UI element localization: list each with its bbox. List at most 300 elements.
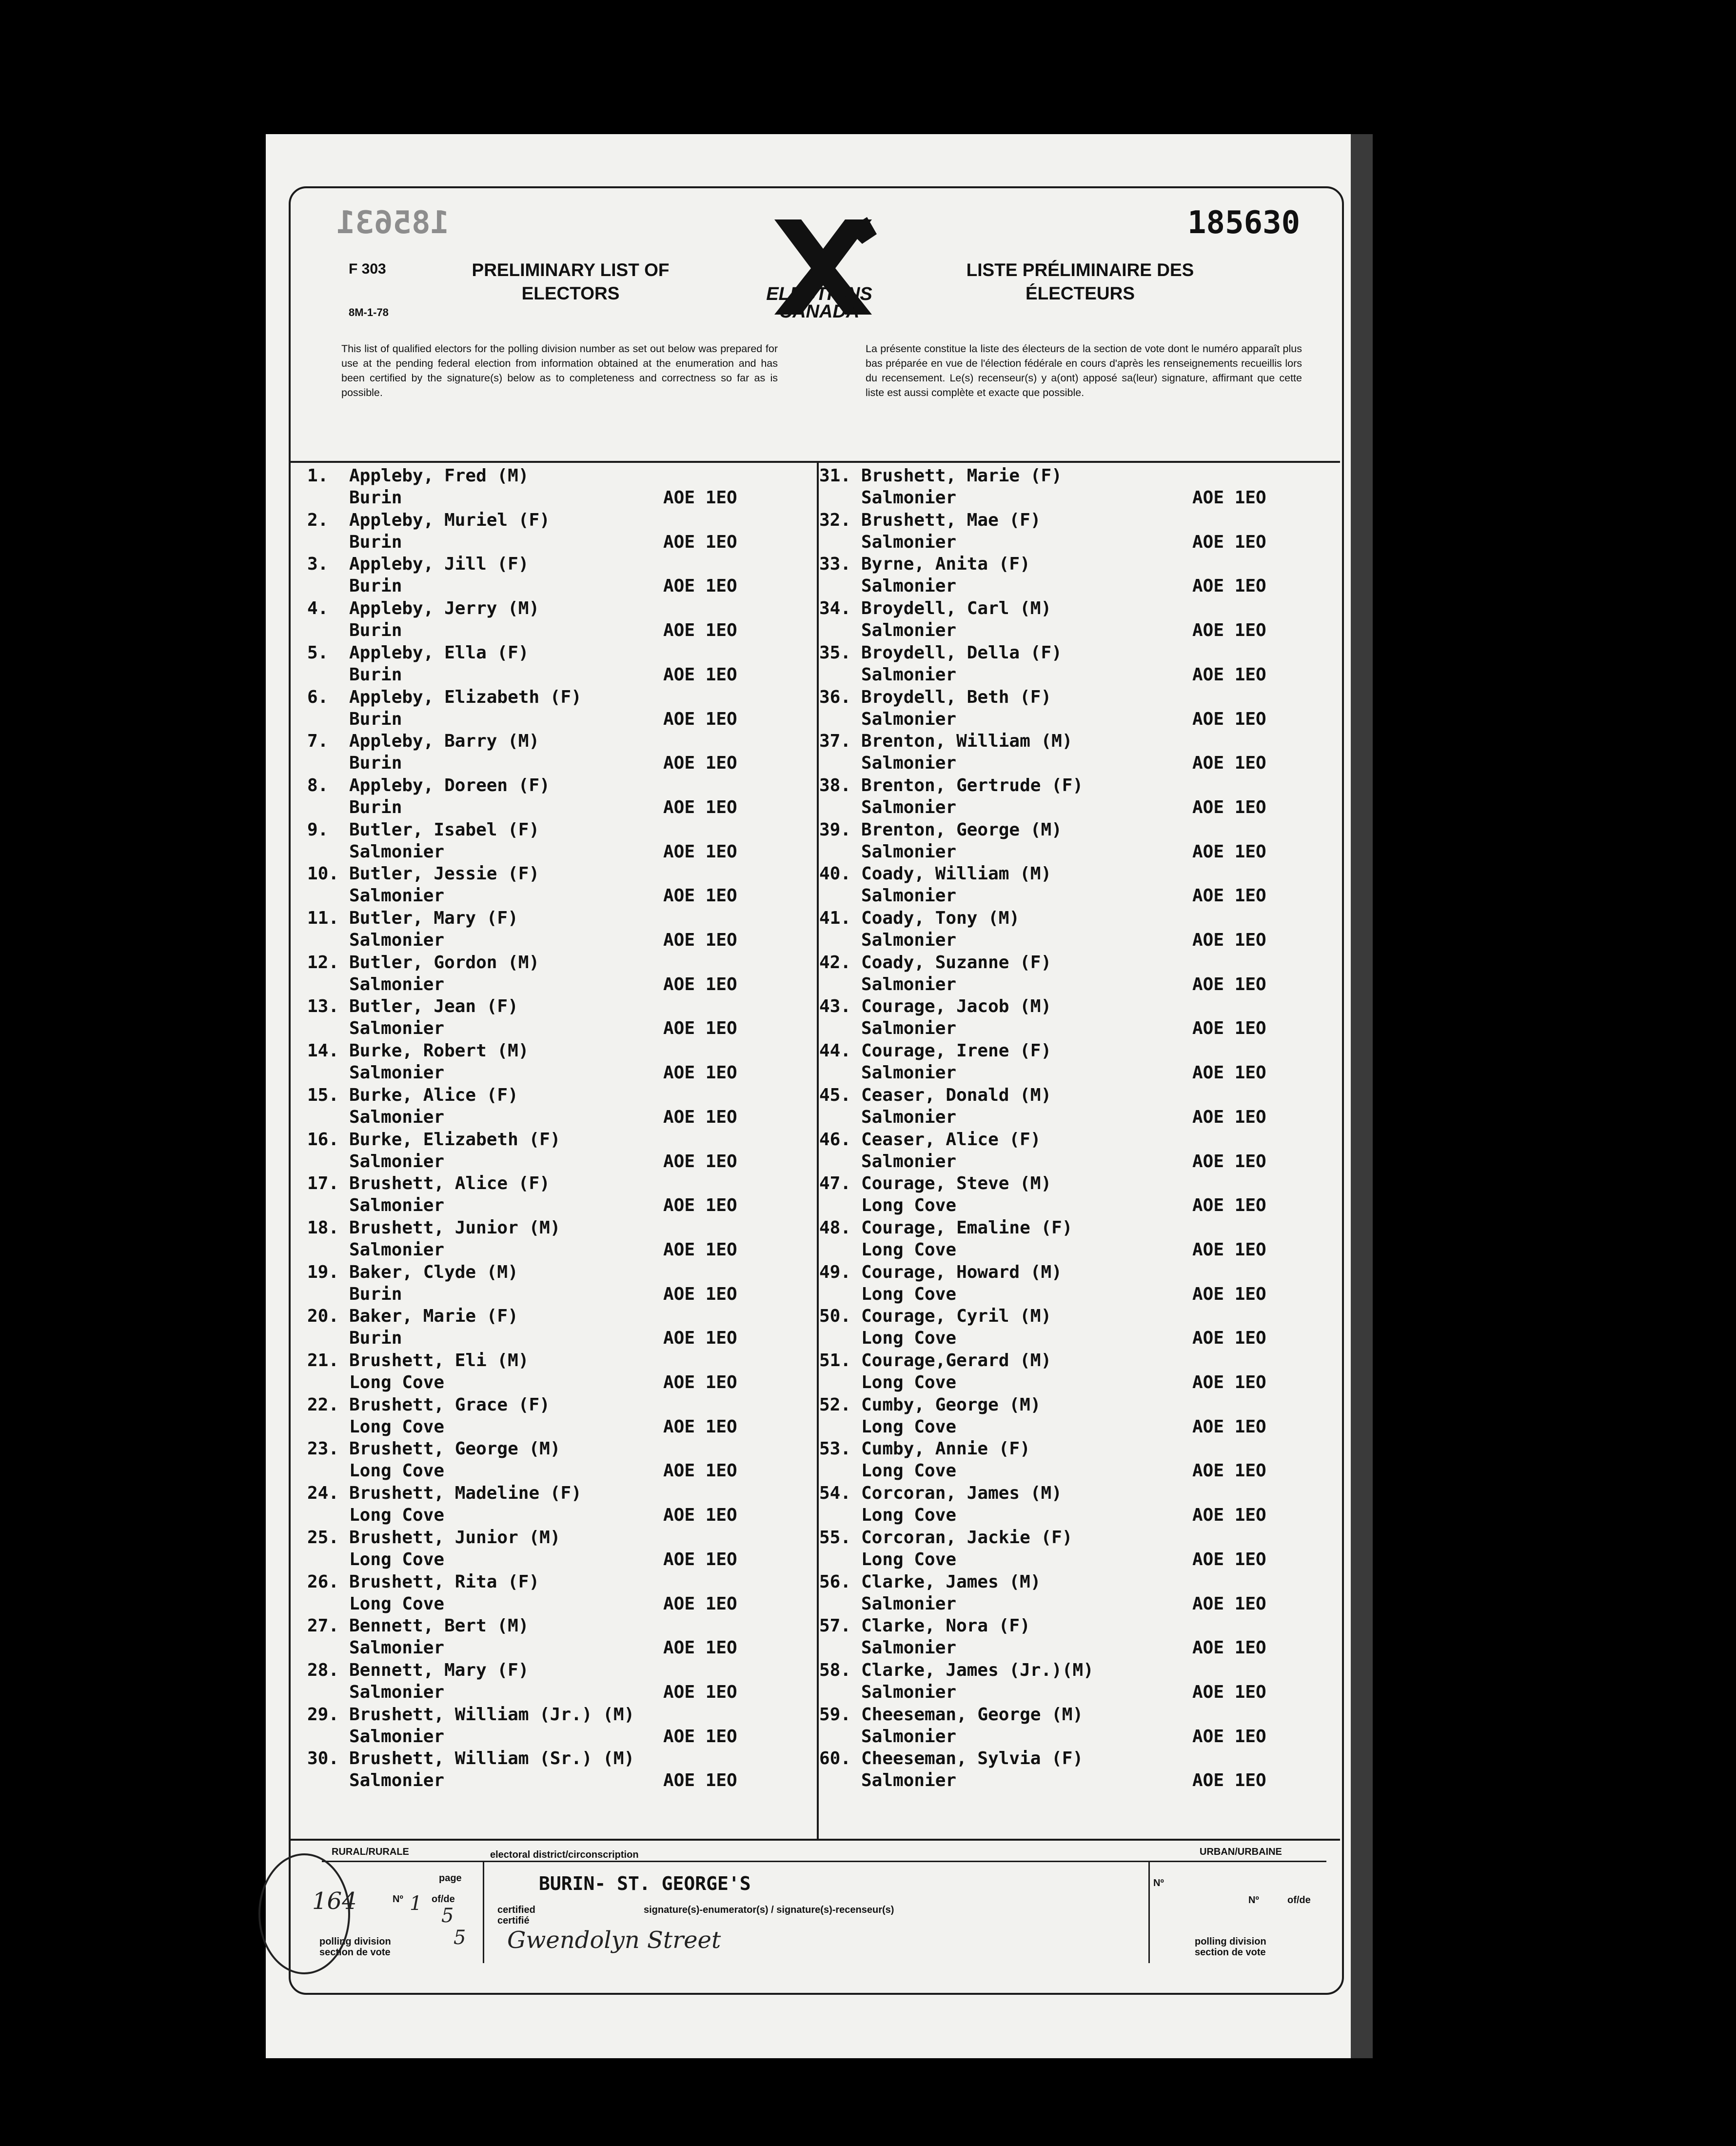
- elector-name: Brushett, Alice (F): [349, 1173, 550, 1194]
- elector-name: Cheeseman, Sylvia (F): [861, 1749, 1084, 1769]
- elector-number: 55.: [819, 1527, 851, 1548]
- elector-postal-code: AOE 1EO: [663, 1063, 737, 1083]
- elector-locality: Long Cove: [861, 1372, 957, 1392]
- elector-entry: [819, 1528, 1326, 1571]
- elector-entry: [307, 1130, 814, 1173]
- elector-entry: [819, 1705, 1326, 1749]
- elector-number: 25.: [307, 1527, 339, 1548]
- elector-number: 47.: [819, 1173, 851, 1194]
- elector-name: Brushett, Eli (M): [349, 1351, 529, 1371]
- elector-name: Butler, Jessie (F): [349, 864, 540, 884]
- certified-label: certified certifié: [497, 1905, 535, 1926]
- elector-postal-code: AOE 1EO: [663, 1328, 737, 1349]
- elector-number: 49.: [819, 1262, 851, 1282]
- elector-postal-code: AOE 1EO: [663, 532, 737, 552]
- elector-name: Butler, Mary (F): [349, 908, 518, 928]
- scan-edge-shadow: [1351, 134, 1373, 2058]
- logo-word-1: ELECTIONS: [766, 284, 872, 304]
- elector-entry: [307, 731, 814, 775]
- elector-entry: [307, 1660, 814, 1704]
- elector-entry: [307, 510, 814, 554]
- elector-postal-code: AOE 1EO: [663, 1284, 737, 1304]
- elector-locality: Salmonier: [861, 1063, 957, 1083]
- elector-entry: [819, 1395, 1326, 1439]
- elector-number: 40.: [819, 864, 851, 884]
- elector-name: Baker, Marie (F): [349, 1306, 518, 1327]
- elector-entry: [307, 1262, 814, 1306]
- elector-name: Appleby, Elizabeth (F): [349, 687, 582, 707]
- district-label: electoral district/circonscription: [490, 1849, 639, 1860]
- elector-locality: Salmonier: [349, 1239, 445, 1260]
- elector-entry: [307, 1395, 814, 1439]
- elector-locality: Salmonier: [861, 1151, 957, 1172]
- polling-division-value: 5: [454, 1927, 466, 1949]
- title-english: [444, 258, 697, 305]
- elector-entry: [307, 996, 814, 1040]
- title-french-line-2: ÉLECTEURS: [1025, 283, 1135, 303]
- elector-name: Corcoran, Jackie (F): [861, 1527, 1073, 1548]
- elector-locality: Salmonier: [861, 576, 957, 596]
- elector-number: 56.: [819, 1571, 851, 1592]
- elector-locality: Salmonier: [349, 1726, 445, 1747]
- elections-canada-wordmark: [746, 285, 892, 320]
- elector-name: Appleby, Jill (F): [349, 554, 529, 575]
- elector-entry: [307, 1616, 814, 1660]
- elector-name: Brenton, George (M): [861, 819, 1062, 840]
- elector-locality: Salmonier: [861, 930, 957, 950]
- elector-postal-code: AOE 1EO: [1192, 709, 1266, 729]
- elector-postal-code: AOE 1EO: [1192, 1682, 1266, 1702]
- elector-postal-code: AOE 1EO: [1192, 753, 1266, 774]
- elector-locality: Salmonier: [861, 664, 957, 685]
- elector-number: 27.: [307, 1616, 339, 1636]
- title-english-line-2: ELECTORS: [521, 283, 620, 303]
- title-french: [944, 258, 1217, 305]
- elector-entry: [819, 687, 1326, 731]
- elector-number: 59.: [819, 1704, 851, 1725]
- elector-postal-code: AOE 1EO: [663, 753, 737, 774]
- elector-number: 6.: [307, 687, 329, 707]
- elector-postal-code: AOE 1EO: [663, 1549, 737, 1570]
- elector-postal-code: AOE 1EO: [663, 664, 737, 685]
- elector-entry: [819, 1130, 1326, 1173]
- elector-entry: [819, 820, 1326, 864]
- footer-rule: [322, 1861, 1326, 1862]
- elector-entry: [307, 1218, 814, 1262]
- elector-postal-code: AOE 1EO: [1192, 1018, 1266, 1039]
- elector-number: 1.: [307, 466, 329, 486]
- elector-number: 5.: [307, 642, 329, 663]
- elector-number: 30.: [307, 1749, 339, 1769]
- elector-postal-code: AOE 1EO: [1192, 1770, 1266, 1791]
- elector-number: 34.: [819, 598, 851, 619]
- elector-name: Cumby, Annie (F): [861, 1439, 1030, 1459]
- elector-locality: Burin: [349, 488, 402, 508]
- elector-locality: Salmonier: [349, 841, 445, 862]
- elector-name: Ceaser, Donald (M): [861, 1085, 1052, 1105]
- of-label: of/de: [432, 1894, 455, 1905]
- elector-postal-code: AOE 1EO: [1192, 1593, 1266, 1614]
- elector-entry: [819, 554, 1326, 598]
- table-bottom-rule: [291, 1839, 1340, 1841]
- elector-locality: Salmonier: [349, 1770, 445, 1791]
- elector-number: 46.: [819, 1129, 851, 1150]
- elector-name: Brenton, Gertrude (F): [861, 775, 1084, 795]
- elector-number: 20.: [307, 1306, 339, 1327]
- elector-locality: Salmonier: [861, 797, 957, 817]
- elector-name: Appleby, Doreen (F): [349, 775, 550, 795]
- elector-number: 26.: [307, 1571, 339, 1592]
- elector-locality: Burin: [349, 532, 402, 552]
- elector-name: Butler, Gordon (M): [349, 952, 540, 973]
- elector-postal-code: AOE 1EO: [1192, 841, 1266, 862]
- elector-postal-code: AOE 1EO: [1192, 620, 1266, 641]
- elector-number: 15.: [307, 1085, 339, 1105]
- page-label: page: [439, 1873, 462, 1884]
- elector-postal-code: AOE 1EO: [663, 1195, 737, 1216]
- elector-entry: [307, 820, 814, 864]
- elector-number: 41.: [819, 908, 851, 928]
- elector-name: Brushett, Junior (M): [349, 1217, 561, 1238]
- elector-name: Brushett, Grace (F): [349, 1394, 550, 1415]
- elector-postal-code: AOE 1EO: [1192, 1151, 1266, 1172]
- elector-number: 44.: [819, 1041, 851, 1061]
- elector-postal-code: AOE 1EO: [1192, 886, 1266, 906]
- elector-locality: Burin: [349, 1328, 402, 1349]
- elector-postal-code: AOE 1EO: [663, 1461, 737, 1481]
- elector-locality: Long Cove: [349, 1372, 445, 1392]
- elector-entry: [819, 953, 1326, 996]
- elector-locality: Salmonier: [861, 709, 957, 729]
- elector-locality: Salmonier: [349, 1018, 445, 1039]
- elector-name: Bennett, Bert (M): [349, 1616, 529, 1636]
- elector-locality: Long Cove: [861, 1461, 957, 1481]
- elector-number: 36.: [819, 687, 851, 707]
- elector-postal-code: AOE 1EO: [1192, 930, 1266, 950]
- elector-name: Brushett, Madeline (F): [349, 1483, 582, 1504]
- elector-postal-code: AOE 1EO: [1192, 1416, 1266, 1437]
- elector-number: 14.: [307, 1041, 339, 1061]
- elector-locality: Salmonier: [861, 1770, 957, 1791]
- elector-postal-code: AOE 1EO: [663, 1416, 737, 1437]
- elector-number: 24.: [307, 1483, 339, 1504]
- elector-number: 19.: [307, 1262, 339, 1282]
- elector-number: 32.: [819, 510, 851, 530]
- elector-locality: Salmonier: [349, 1107, 445, 1127]
- elector-number: 53.: [819, 1439, 851, 1459]
- elector-entry: [819, 908, 1326, 952]
- elector-number: 48.: [819, 1217, 851, 1238]
- elector-postal-code: AOE 1EO: [663, 930, 737, 950]
- elector-number: 28.: [307, 1660, 339, 1680]
- elector-entry: [819, 1439, 1326, 1483]
- elector-name: Courage, Jacob (M): [861, 996, 1052, 1017]
- elector-name: Baker, Clyde (M): [349, 1262, 518, 1282]
- elector-name: Butler, Jean (F): [349, 996, 518, 1017]
- elector-locality: Salmonier: [349, 974, 445, 994]
- elector-locality: Long Cove: [861, 1505, 957, 1526]
- elector-number: 4.: [307, 598, 329, 619]
- elector-entry: [819, 1306, 1326, 1350]
- elector-number: 51.: [819, 1351, 851, 1371]
- elector-entry: [819, 731, 1326, 775]
- elector-postal-code: AOE 1EO: [663, 1770, 737, 1791]
- column-divider: [817, 463, 819, 1841]
- urban-label: URBAN/URBAINE: [1200, 1847, 1282, 1857]
- urban-no-label: Nº: [1153, 1878, 1164, 1888]
- elector-entry: [819, 1749, 1326, 1792]
- elector-name: Brenton, William (M): [861, 731, 1073, 752]
- elector-postal-code: AOE 1EO: [1192, 664, 1266, 685]
- elector-name: Appleby, Barry (M): [349, 731, 540, 752]
- of-value: 5: [441, 1905, 454, 1927]
- enumerator-signature: Gwendolyn Street: [507, 1927, 721, 1954]
- elector-entry: [819, 1041, 1326, 1085]
- elector-name: Broydell, Beth (F): [861, 687, 1052, 707]
- elector-locality: Salmonier: [861, 1593, 957, 1614]
- elector-number: 17.: [307, 1173, 339, 1194]
- elector-entry: [307, 643, 814, 687]
- elector-locality: Burin: [349, 709, 402, 729]
- elector-postal-code: AOE 1EO: [1192, 1461, 1266, 1481]
- elector-entry: [307, 1439, 814, 1483]
- elector-name: Courage, Emaline (F): [861, 1217, 1073, 1238]
- elector-number: 8.: [307, 775, 329, 795]
- elector-number: 50.: [819, 1306, 851, 1327]
- elector-name: Brushett, William (Sr.) (M): [349, 1749, 635, 1769]
- elector-postal-code: AOE 1EO: [663, 1372, 737, 1392]
- form-number: F 303: [349, 261, 386, 277]
- elector-locality: Salmonier: [349, 886, 445, 906]
- elector-locality: Burin: [349, 664, 402, 685]
- elector-number: 60.: [819, 1749, 851, 1769]
- elector-entry: [307, 1528, 814, 1571]
- elector-number: 21.: [307, 1351, 339, 1371]
- elector-postal-code: AOE 1EO: [663, 974, 737, 994]
- elector-name: Butler, Isabel (F): [349, 819, 540, 840]
- elector-postal-code: AOE 1EO: [663, 1638, 737, 1658]
- elector-entry: [819, 643, 1326, 687]
- elector-name: Courage, Howard (M): [861, 1262, 1062, 1282]
- elector-locality: Salmonier: [861, 532, 957, 552]
- intro-french: La présente constitue la liste des électeurs de la section de vote dont le numéro apparaît plus bas préparée en vue de l'élection fédérale en cours d'après les renseignements recueillis lors du recensement. Le(s) recenseur(s) y a(ont) apposé sa(leur) signature, affirmant que cette liste est aussi complète et exacte que possible.: [866, 343, 1302, 398]
- elector-locality: Salmonier: [861, 620, 957, 641]
- elector-name: Brushett, Marie (F): [861, 466, 1062, 486]
- elector-name: Brushett, George (M): [349, 1439, 561, 1459]
- elector-locality: Salmonier: [349, 1195, 445, 1216]
- elector-postal-code: AOE 1EO: [663, 1726, 737, 1747]
- elector-number: 18.: [307, 1217, 339, 1238]
- elector-entry: [819, 1351, 1326, 1394]
- elector-postal-code: AOE 1EO: [1192, 797, 1266, 817]
- elector-locality: Burin: [349, 576, 402, 596]
- elector-postal-code: AOE 1EO: [1192, 488, 1266, 508]
- elector-entry: [819, 1085, 1326, 1129]
- elector-number: 22.: [307, 1394, 339, 1415]
- elector-locality: Salmonier: [349, 1151, 445, 1172]
- elector-number: 9.: [307, 819, 329, 840]
- elector-name: Coady, William (M): [861, 864, 1052, 884]
- elector-number: 45.: [819, 1085, 851, 1105]
- elector-number: 7.: [307, 731, 329, 752]
- elector-postal-code: AOE 1EO: [1192, 1063, 1266, 1083]
- elector-name: Appleby, Jerry (M): [349, 598, 540, 619]
- elector-entry: [307, 1351, 814, 1394]
- no-value: 1: [410, 1892, 422, 1915]
- elector-locality: Long Cove: [861, 1195, 957, 1216]
- elector-name: Broydell, Della (F): [861, 642, 1062, 663]
- elector-postal-code: AOE 1EO: [663, 620, 737, 641]
- elector-locality: Long Cove: [861, 1549, 957, 1570]
- elector-locality: Burin: [349, 797, 402, 817]
- elector-name: Courage, Steve (M): [861, 1173, 1052, 1194]
- elector-number: 3.: [307, 554, 329, 575]
- elector-postal-code: AOE 1EO: [1192, 1638, 1266, 1658]
- elector-name: Brushett, William (Jr.) (M): [349, 1704, 635, 1725]
- elector-entry: [819, 1218, 1326, 1262]
- elector-postal-code: AOE 1EO: [663, 1151, 737, 1172]
- elector-postal-code: AOE 1EO: [663, 886, 737, 906]
- elector-number: 57.: [819, 1616, 851, 1636]
- title-english-line-1: PRELIMINARY LIST OF: [472, 260, 670, 280]
- elector-number: 37.: [819, 731, 851, 752]
- elector-postal-code: AOE 1EO: [1192, 532, 1266, 552]
- elector-entry: [307, 1173, 814, 1217]
- elector-number: 13.: [307, 996, 339, 1017]
- elector-postal-code: AOE 1EO: [1192, 974, 1266, 994]
- intro-english: This list of qualified electors for the polling division number as set out below was prepared for use at the pending federal election from information obtained at the enumeration and has been certified by the signature(s) below as to completeness and correctness so far as is possible.: [341, 343, 778, 398]
- elector-entry: [307, 1041, 814, 1085]
- elector-postal-code: AOE 1EO: [1192, 1726, 1266, 1747]
- urban-of-label: of/de: [1287, 1895, 1311, 1906]
- elector-number: 10.: [307, 864, 339, 884]
- elector-locality: Salmonier: [861, 488, 957, 508]
- elector-locality: Salmonier: [861, 841, 957, 862]
- urban-polling-division-label: polling division section de vote: [1195, 1936, 1266, 1958]
- elector-entry: [307, 466, 814, 510]
- logo-word-2: CANADA: [779, 301, 860, 322]
- elector-locality: Burin: [349, 1284, 402, 1304]
- elector-locality: Long Cove: [861, 1284, 957, 1304]
- elector-locality: Salmonier: [349, 1063, 445, 1083]
- elector-postal-code: AOE 1EO: [663, 1593, 737, 1614]
- elector-locality: Salmonier: [861, 974, 957, 994]
- table-top-rule: [291, 461, 1340, 463]
- elector-entry: [819, 1483, 1326, 1527]
- elector-name: Ceaser, Alice (F): [861, 1129, 1041, 1150]
- form-date: 8M-1-78: [349, 306, 389, 318]
- elector-entry: [307, 554, 814, 598]
- elector-postal-code: AOE 1EO: [663, 1018, 737, 1039]
- elector-locality: Salmonier: [861, 886, 957, 906]
- signature-label: signature(s)-enumerator(s) / signature(s)-recenseur(s): [644, 1905, 894, 1915]
- elector-postal-code: AOE 1EO: [663, 709, 737, 729]
- elector-locality: Salmonier: [349, 930, 445, 950]
- elector-name: Brushett, Mae (F): [861, 510, 1041, 530]
- elector-entry: [819, 1616, 1326, 1660]
- elector-entry: [819, 1262, 1326, 1306]
- elector-postal-code: AOE 1EO: [1192, 1284, 1266, 1304]
- elector-number: 23.: [307, 1439, 339, 1459]
- elector-name: Burke, Robert (M): [349, 1041, 529, 1061]
- elector-number: 43.: [819, 996, 851, 1017]
- elector-postal-code: AOE 1EO: [1192, 1505, 1266, 1526]
- no-label: Nº: [393, 1894, 403, 1905]
- elector-entry: [307, 1572, 814, 1616]
- elector-name: Byrne, Anita (F): [861, 554, 1030, 575]
- elector-postal-code: AOE 1EO: [663, 1505, 737, 1526]
- elector-number: 58.: [819, 1660, 851, 1680]
- electoral-district: BURIN- ST. GEORGE'S: [539, 1873, 751, 1894]
- elector-number: 12.: [307, 952, 339, 973]
- polling-division-label: polling division section de vote: [319, 1936, 391, 1958]
- elector-postal-code: AOE 1EO: [663, 1239, 737, 1260]
- elector-postal-code: AOE 1EO: [1192, 1328, 1266, 1349]
- elector-postal-code: AOE 1EO: [663, 488, 737, 508]
- elector-number: 54.: [819, 1483, 851, 1504]
- elector-name: Broydell, Carl (M): [861, 598, 1052, 619]
- handwritten-circle: [258, 1853, 350, 1974]
- title-french-line-1: LISTE PRÉLIMINAIRE DES: [966, 260, 1194, 280]
- elector-number: 42.: [819, 952, 851, 973]
- elector-number: 38.: [819, 775, 851, 795]
- elector-entry: [307, 1749, 814, 1792]
- elector-number: 35.: [819, 642, 851, 663]
- elector-name: Burke, Alice (F): [349, 1085, 518, 1105]
- elector-entry: [819, 598, 1326, 642]
- elector-locality: Salmonier: [861, 1726, 957, 1747]
- elector-locality: Long Cove: [349, 1416, 445, 1437]
- elector-entry: [307, 1306, 814, 1350]
- elector-entry: [307, 687, 814, 731]
- elector-entry: [819, 466, 1326, 510]
- elector-postal-code: AOE 1EO: [1192, 1195, 1266, 1216]
- elector-entry: [307, 1483, 814, 1527]
- elector-locality: Long Cove: [349, 1461, 445, 1481]
- elector-postal-code: AOE 1EO: [663, 841, 737, 862]
- elector-name: Coady, Tony (M): [861, 908, 1020, 928]
- elector-entry: [307, 908, 814, 952]
- elector-entry: [307, 598, 814, 642]
- elector-name: Corcoran, James (M): [861, 1483, 1062, 1504]
- elector-name: Clarke, Nora (F): [861, 1616, 1030, 1636]
- elector-postal-code: AOE 1EO: [1192, 1372, 1266, 1392]
- elector-locality: Salmonier: [861, 1107, 957, 1127]
- elector-name: Bennett, Mary (F): [349, 1660, 529, 1680]
- elector-number: 2.: [307, 510, 329, 530]
- elector-locality: Salmonier: [861, 1682, 957, 1702]
- elector-locality: Salmonier: [861, 1018, 957, 1039]
- elector-locality: Salmonier: [861, 1638, 957, 1658]
- elector-locality: Long Cove: [861, 1416, 957, 1437]
- elector-number: 11.: [307, 908, 339, 928]
- elector-entry: [307, 775, 814, 819]
- footer-divider-2: [1148, 1861, 1150, 1963]
- elector-name: Appleby, Ella (F): [349, 642, 529, 663]
- elector-locality: Long Cove: [861, 1239, 957, 1260]
- serial-number-bleedthrough: 185631: [336, 205, 450, 241]
- serial-number: 185630: [1187, 205, 1301, 241]
- elector-number: 39.: [819, 819, 851, 840]
- elector-name: Coady, Suzanne (F): [861, 952, 1052, 973]
- elector-locality: Salmonier: [861, 753, 957, 774]
- elector-entry: [819, 775, 1326, 819]
- elector-name: Courage, Irene (F): [861, 1041, 1052, 1061]
- elector-name: Brushett, Rita (F): [349, 1571, 540, 1592]
- elector-locality: Long Cove: [349, 1593, 445, 1614]
- elector-number: 16.: [307, 1129, 339, 1150]
- urban-no-label-2: Nº: [1248, 1895, 1259, 1906]
